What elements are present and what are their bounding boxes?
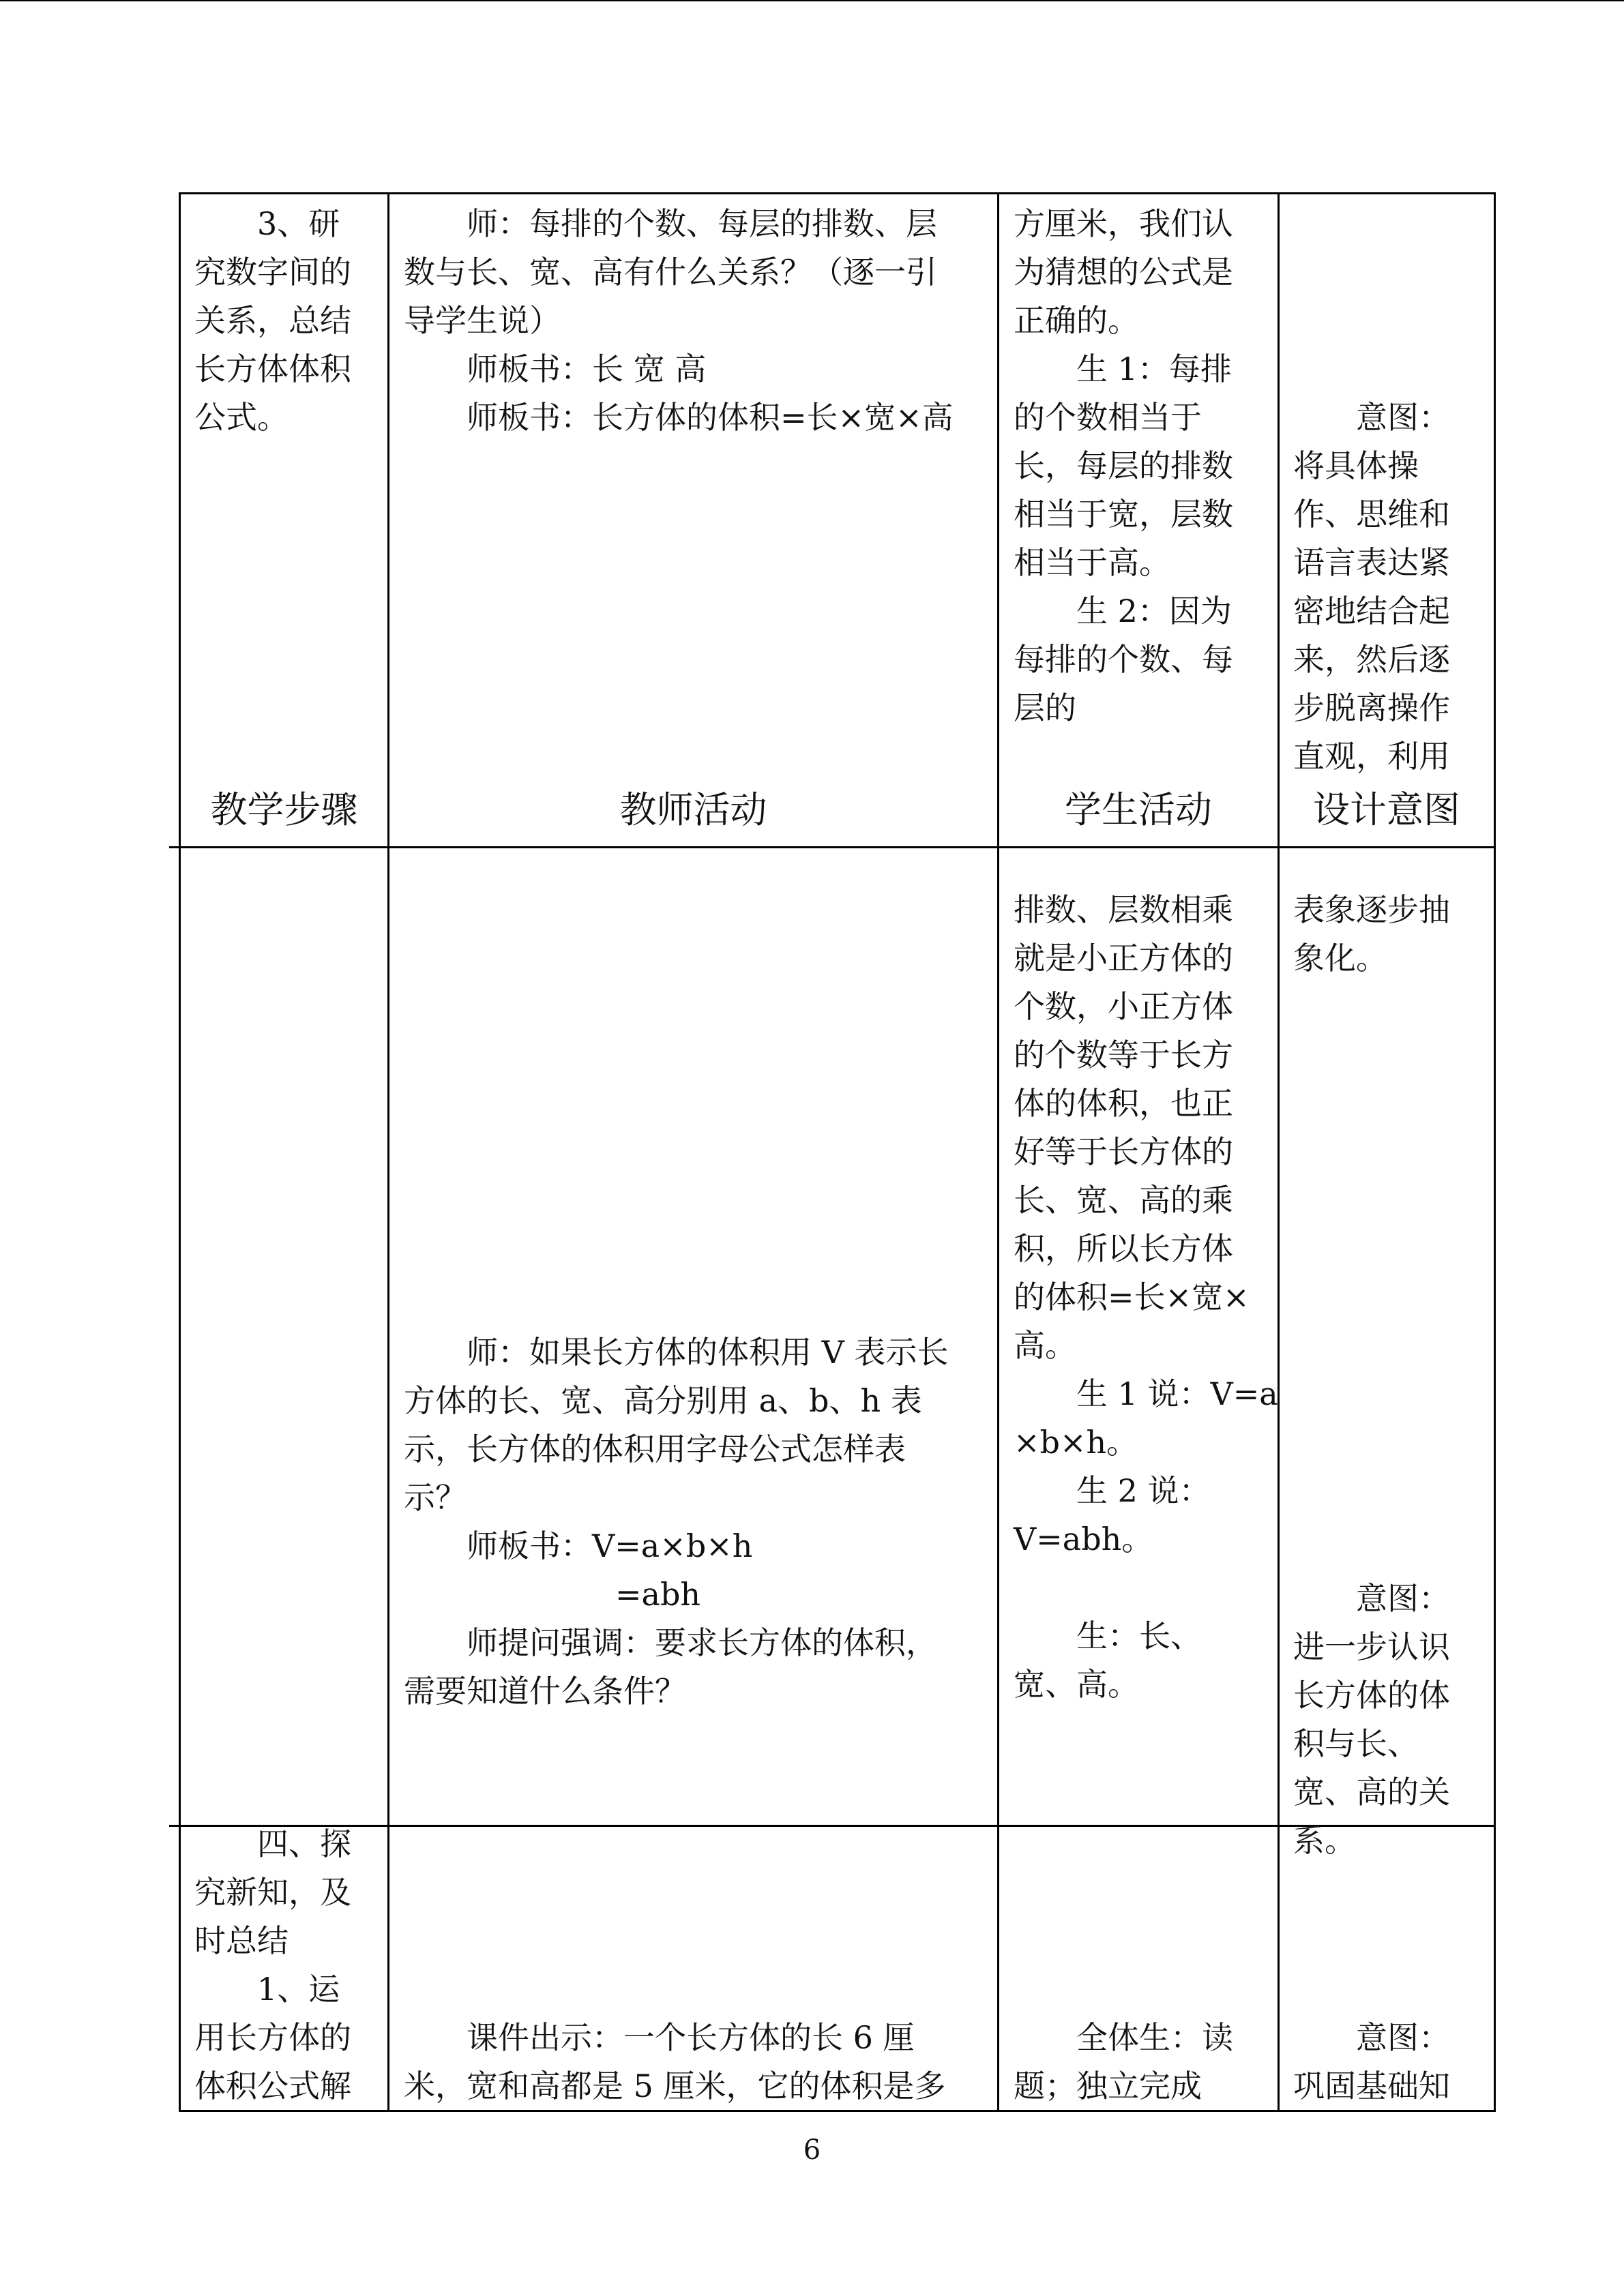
student-line: 体的体积，也正 (1014, 1085, 1233, 1122)
student-line: 生 1：每排 (1076, 351, 1232, 387)
intent-line: 巩固基础知 (1293, 2068, 1450, 2104)
teacher-line: 示？ (404, 1479, 467, 1516)
student-line: 生 2 说： (1076, 1472, 1211, 1509)
intent-line: 作、思维和 (1293, 496, 1450, 533)
header-student: 学生活动 (1065, 788, 1212, 831)
teacher-line: 师板书：长方体的体积=长×宽×高 (467, 399, 954, 436)
teacher-line: 示，长方体的体积用字母公式怎样表 (404, 1431, 906, 1467)
student-line: 积，所以长方体 (1014, 1230, 1233, 1267)
student-line: 长、宽、高的乘 (1014, 1182, 1233, 1219)
step-line: 四、探 (257, 1825, 351, 1862)
student-line: 生 2：因为 (1076, 593, 1232, 629)
student-line: V=abh。 (1014, 1521, 1153, 1557)
block3-teacher-cell (404, 2014, 946, 2111)
column-divider-1 (387, 192, 389, 2112)
intent-line: 密地结合起 (1293, 593, 1450, 629)
student-line: 高。 (1014, 1327, 1076, 1364)
student-line: 层的 (1014, 689, 1076, 726)
teacher-line: 导学生说） (404, 302, 561, 339)
student-line: 正确的。 (1014, 302, 1139, 339)
intent-line: 长方体的体 (1293, 1677, 1450, 1714)
intent-line: 直观，利用 (1293, 738, 1450, 775)
intent-line: 象化。 (1293, 940, 1387, 976)
intent-line: 来，然后逐 (1293, 641, 1450, 678)
step-line: 公式。 (194, 399, 289, 436)
student-line: 相当于高。 (1014, 544, 1170, 581)
intent-line: 语言表达紧 (1293, 544, 1450, 581)
block1-student-cell (1014, 200, 1233, 732)
student-line (1014, 1564, 1278, 1612)
intent-line: 积与长、 (1293, 1725, 1419, 1762)
teacher-line: =abh (615, 1576, 701, 1613)
intent-line: 将具体操 (1293, 447, 1419, 484)
step-line: 体积公式解 (194, 2068, 351, 2104)
teacher-line: 方体的长、宽、高分别用 a、b、h 表 (404, 1382, 922, 1419)
column-divider-2 (997, 192, 999, 2112)
step-line: 3、研 (257, 205, 340, 242)
table-left-border (179, 192, 181, 2112)
step-line: 1、运 (257, 1971, 340, 2008)
teacher-line: 课件出示：一个长方体的长 6 厘 (467, 2019, 915, 2056)
step-line: 长方体体积 (194, 351, 351, 387)
teacher-line: 师：每排的个数、每层的排数、层 (467, 205, 937, 242)
step-line: 关系，总结 (194, 302, 351, 339)
student-line: 的个数等于长方 (1014, 1037, 1233, 1073)
student-line: ×b×h。 (1014, 1424, 1138, 1461)
block2-student-cell (1014, 886, 1278, 1709)
student-line: 宽、高。 (1014, 1666, 1139, 1703)
block1-teacher-cell (404, 200, 954, 442)
teacher-line: 师板书：长 宽 高 (467, 351, 707, 387)
header-bottom-border (169, 846, 1496, 848)
student-line: 全体生：读 (1076, 2019, 1233, 2056)
step-line: 究新知，及 (194, 1874, 351, 1911)
intent-line: 进一步认识 (1293, 1628, 1450, 1665)
intent-line: 系。 (1293, 1822, 1356, 1859)
step-line: 时总结 (194, 1922, 289, 1959)
table-top-border (179, 192, 1496, 194)
page-top-border (0, 0, 1624, 1)
block3-intent-cell (1293, 2014, 1450, 2111)
block2-teacher-cell (404, 1328, 948, 1716)
header-intent: 设计意图 (1313, 788, 1460, 831)
student-line: 的体积=长×宽× (1014, 1279, 1250, 1315)
student-line: 每排的个数、每 (1014, 641, 1233, 678)
student-line: 长，每层的排数 (1014, 447, 1233, 484)
page-number: 6 (803, 2134, 821, 2166)
student-line: 题；独立完成 (1014, 2068, 1202, 2104)
step-line: 究数字间的 (194, 254, 351, 290)
student-line: 生 1 说：V=a (1076, 1375, 1278, 1412)
student-line: 为猜想的公式是 (1014, 254, 1233, 290)
intent-line: 意图： (1356, 1580, 1450, 1617)
intent-line: 意图： (1356, 399, 1450, 436)
intent-line: 意图： (1356, 2019, 1450, 2056)
student-line: 的个数相当于 (1014, 399, 1202, 436)
intent-line: 表象逐步抽 (1293, 891, 1450, 928)
teacher-line: 需要知道什么条件？ (404, 1673, 686, 1710)
header-teacher: 教师活动 (619, 788, 767, 831)
block3-student-cell (1014, 2014, 1233, 2111)
teacher-line: 米，宽和高都是 5 厘米，它的体积是多 (404, 2068, 946, 2104)
intent-line: 宽、高的关 (1293, 1774, 1450, 1810)
step-line: 用长方体的 (194, 2019, 351, 2056)
intent-line: 步脱离操作 (1293, 689, 1450, 726)
header-step: 教学步骤 (210, 788, 358, 831)
student-line: 排数、层数相乘 (1014, 891, 1233, 928)
block3-step-cell (194, 1820, 351, 2111)
student-line: 相当于宽，层数 (1014, 496, 1233, 533)
student-line: 生：长、 (1076, 1617, 1202, 1654)
table-right-border (1494, 192, 1496, 2112)
teacher-line: 师：如果长方体的体积用 V 表示长 (467, 1334, 949, 1371)
block1-intent-cell (1293, 393, 1450, 781)
block1-step-cell (194, 200, 351, 442)
block2-intent-cell (1293, 886, 1450, 983)
student-line: 方厘米，我们认 (1014, 205, 1233, 242)
teacher-line: 师提问强调：要求长方体的体积， (467, 1624, 937, 1661)
block2-intent2-cell (1293, 1575, 1450, 1865)
student-line: 好等于长方体的 (1014, 1133, 1233, 1170)
teacher-line: 师板书：V=a×b×h (467, 1527, 753, 1564)
student-line: 个数，小正方体 (1014, 988, 1233, 1025)
teacher-line: 数与长、宽、高有什么关系？（逐一引 (404, 254, 937, 290)
student-line: 就是小正方体的 (1014, 940, 1233, 976)
